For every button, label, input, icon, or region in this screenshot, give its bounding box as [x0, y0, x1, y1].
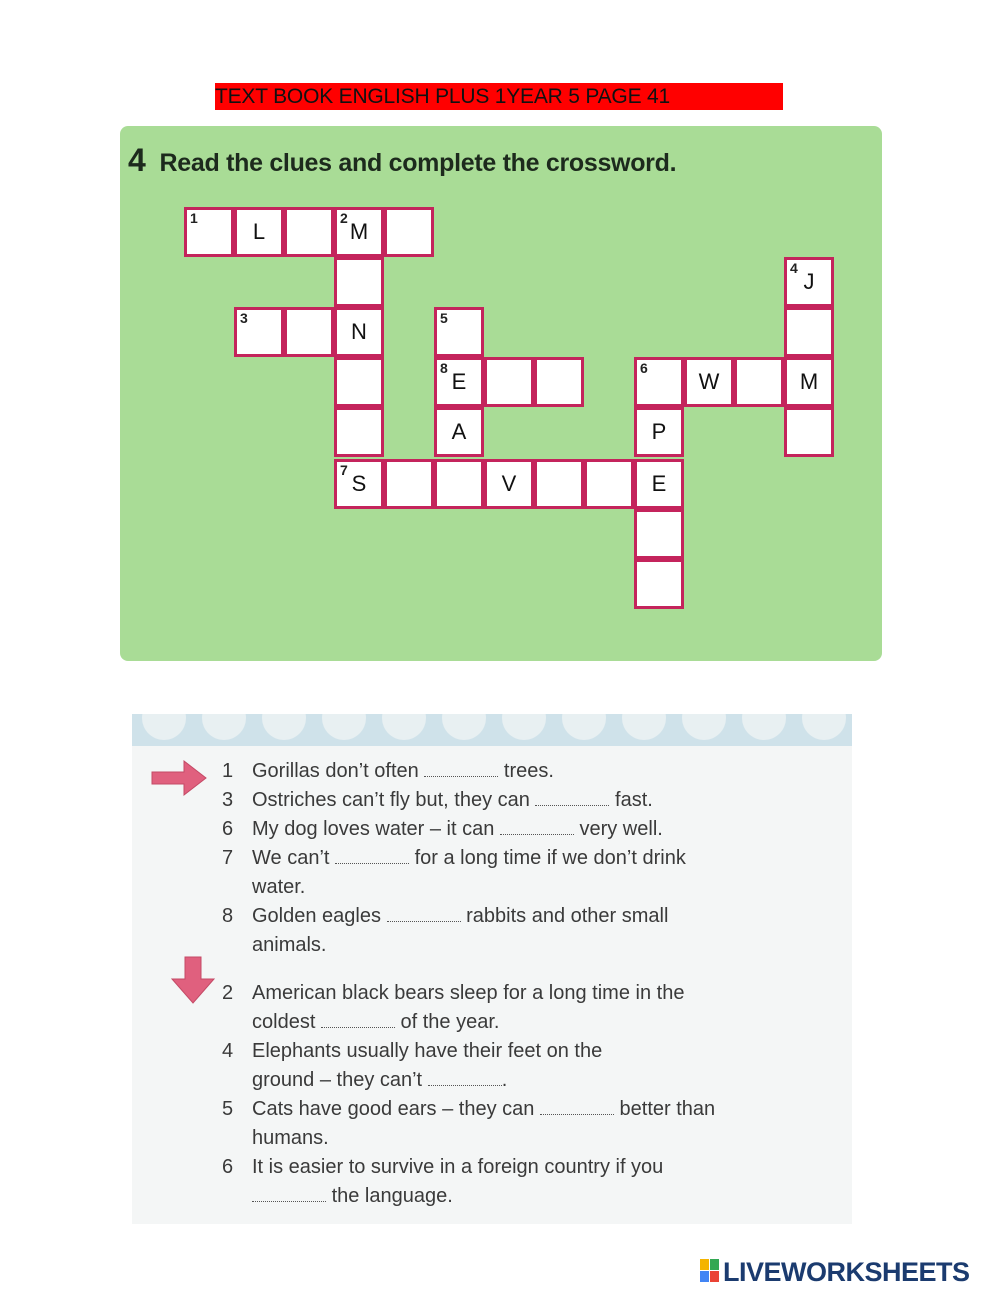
exercise-instruction: Read the clues and complete the crossword.	[159, 149, 677, 177]
across-arrow-icon	[150, 758, 208, 798]
clue-number: 7	[222, 847, 234, 869]
clue-number: 8	[222, 905, 234, 927]
crossword-cell[interactable]	[634, 509, 684, 559]
clue-continuation: animals.	[252, 934, 327, 956]
clue-across-8: Golden eagles rabbits and other small	[252, 905, 669, 927]
clue-across-7: We can’t for a long time if we don’t drink	[252, 847, 686, 869]
clue-down-6: It is easier to survive in a foreign country if you	[252, 1156, 664, 1178]
clue-across-3: Ostriches can’t fly but, they can fast.	[252, 789, 653, 811]
decorative-dots	[132, 714, 852, 746]
crossword-cell[interactable]	[384, 459, 434, 509]
crossword-cell[interactable]	[784, 407, 834, 457]
answer-blank[interactable]	[540, 1100, 614, 1115]
answer-blank[interactable]	[387, 907, 461, 922]
crossword-cell[interactable]: P	[634, 407, 684, 457]
crossword-cell[interactable]: 5	[434, 307, 484, 357]
clue-across-6: My dog loves water – it can very well.	[252, 818, 663, 840]
crossword-cell[interactable]	[334, 257, 384, 307]
crossword-cell[interactable]: 1	[184, 207, 234, 257]
clue-continuation: coldest of the year.	[252, 1011, 500, 1033]
clue-down-4: Elephants usually have their feet on the	[252, 1040, 603, 1062]
clue-number: 1	[222, 760, 234, 782]
crossword-cell[interactable]	[384, 207, 434, 257]
crossword-cell[interactable]: L	[234, 207, 284, 257]
exercise-number: 4	[128, 142, 146, 178]
crossword-cell[interactable]	[334, 407, 384, 457]
clue-number: 6	[222, 818, 234, 840]
header-banner	[215, 83, 783, 110]
answer-blank[interactable]	[428, 1071, 502, 1086]
crossword-cell[interactable]	[284, 207, 334, 257]
clue-continuation: water.	[252, 876, 306, 898]
crossword-cell[interactable]: 2 M	[334, 207, 384, 257]
crossword-cell[interactable]	[284, 307, 334, 357]
answer-blank[interactable]	[424, 762, 498, 777]
clue-continuation: humans.	[252, 1127, 329, 1149]
clue-number: 3	[222, 789, 234, 811]
clue-number: 6	[222, 1156, 234, 1178]
crossword-cell[interactable]	[784, 307, 834, 357]
crossword-cell[interactable]	[434, 459, 484, 509]
crossword-cell[interactable]	[734, 357, 784, 407]
crossword-cell[interactable]: 8 E	[434, 357, 484, 407]
clue-number: 4	[222, 1040, 234, 1062]
crossword-cell[interactable]	[634, 559, 684, 609]
clue-down-5: Cats have good ears – they can better than	[252, 1098, 716, 1120]
answer-blank[interactable]	[252, 1187, 326, 1202]
header-title: TEXT BOOK ENGLISH PLUS 1YEAR 5 PAGE 41	[215, 85, 670, 108]
liveworksheets-logo-icon	[700, 1259, 720, 1283]
clue-continuation: ground – they can’t .	[252, 1069, 508, 1091]
crossword-cell[interactable]: M	[784, 357, 834, 407]
crossword-cell[interactable]: 6	[634, 357, 684, 407]
crossword-cell[interactable]	[484, 357, 534, 407]
crossword-cell[interactable]: 4 J	[784, 257, 834, 307]
crossword-cell[interactable]	[584, 459, 634, 509]
crossword-cell[interactable]	[334, 357, 384, 407]
crossword-cell[interactable]: A	[434, 407, 484, 457]
crossword-cell[interactable]: N	[334, 307, 384, 357]
answer-blank[interactable]	[321, 1013, 395, 1028]
clue-continuation: the language.	[252, 1185, 453, 1208]
exercise-title	[128, 142, 676, 179]
crossword-cell[interactable]: 3	[234, 307, 284, 357]
answer-blank[interactable]	[335, 849, 409, 864]
crossword-cell[interactable]	[534, 357, 584, 407]
crossword-cell[interactable]: E	[634, 459, 684, 509]
clue-number: 2	[222, 982, 234, 1004]
down-arrow-icon	[168, 955, 218, 1005]
clue-number: 5	[222, 1098, 234, 1120]
crossword-cell[interactable]: V	[484, 459, 534, 509]
answer-blank[interactable]	[500, 820, 574, 835]
crossword-cell[interactable]	[534, 459, 584, 509]
crossword-cell[interactable]: 7 S	[334, 459, 384, 509]
clue-down-2: American black bears sleep for a long time in the	[252, 982, 685, 1004]
brand-logo[interactable]: LIVEWORKSHEETS	[723, 1257, 970, 1287]
crossword-cell[interactable]: W	[684, 357, 734, 407]
clue-across-1: Gorillas don’t often trees.	[252, 760, 554, 782]
answer-blank[interactable]	[535, 791, 609, 806]
